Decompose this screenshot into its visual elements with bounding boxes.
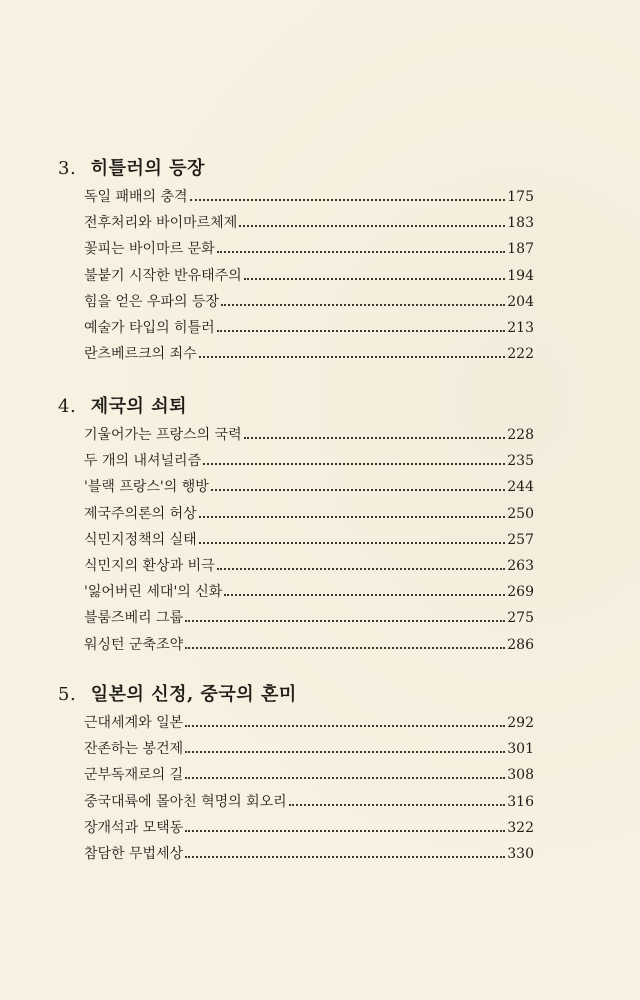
toc-entry[interactable] bbox=[84, 815, 534, 841]
entry-page-number: 301 bbox=[507, 741, 534, 758]
entry-label: 힘을 얻은 우파의 등장 bbox=[84, 293, 220, 310]
toc-entry[interactable] bbox=[84, 762, 534, 788]
toc-entry[interactable] bbox=[84, 579, 534, 605]
entry-label: 중국대륙에 몰아친 혁명의 회오리 bbox=[84, 793, 287, 810]
toc-entry[interactable] bbox=[84, 736, 534, 762]
entry-page-number: 257 bbox=[507, 531, 534, 548]
toc-entry[interactable] bbox=[84, 341, 534, 367]
entry-page-number: 228 bbox=[507, 427, 534, 443]
section-title bbox=[58, 392, 538, 422]
entry-label: 식민지정책의 실태 bbox=[84, 531, 197, 548]
section-number: 4. bbox=[58, 396, 77, 417]
entry-label: '블랙 프랑스'의 행방 bbox=[84, 479, 209, 496]
entry-page-number: 316 bbox=[507, 793, 534, 810]
dot-leader bbox=[185, 855, 505, 858]
entry-label: 꽃피는 바이마르 문화 bbox=[84, 241, 215, 258]
dot-leader bbox=[185, 619, 505, 622]
section-title-text: 일본의 신정, 중국의 혼미 bbox=[90, 684, 297, 705]
toc-entry[interactable] bbox=[84, 710, 534, 736]
dot-leader bbox=[190, 198, 506, 201]
entry-page-number: 187 bbox=[507, 241, 534, 258]
dot-leader bbox=[221, 303, 505, 306]
entry-page-number: 194 bbox=[507, 267, 534, 284]
entry-label: 란츠베르크의 죄수 bbox=[84, 346, 197, 363]
dot-leader bbox=[224, 593, 505, 596]
dot-leader bbox=[211, 488, 505, 491]
entry-label: 독일 패배의 충격 bbox=[84, 189, 188, 205]
entry-label: 제국주의론의 허상 bbox=[84, 505, 197, 522]
entry-page-number: 175 bbox=[507, 189, 534, 205]
toc-entry[interactable] bbox=[84, 448, 534, 474]
dot-leader bbox=[217, 250, 506, 253]
entry-page-number: 269 bbox=[507, 584, 534, 601]
dot-leader bbox=[185, 724, 505, 727]
dot-leader bbox=[185, 829, 505, 832]
toc-entry[interactable] bbox=[84, 841, 534, 867]
section-title bbox=[58, 154, 538, 184]
entry-page-number: 213 bbox=[507, 319, 534, 336]
dot-leader bbox=[289, 803, 506, 806]
toc-entry[interactable] bbox=[84, 315, 534, 341]
dot-leader bbox=[217, 567, 506, 570]
dot-leader bbox=[217, 329, 506, 332]
section-entries bbox=[84, 184, 538, 367]
toc-section-3 bbox=[58, 154, 538, 367]
entry-label: 워싱턴 군축조약 bbox=[84, 636, 184, 653]
toc-entry[interactable] bbox=[84, 184, 534, 210]
entry-label: 전후처리와 바이마르체제 bbox=[84, 215, 238, 232]
toc-entry[interactable] bbox=[84, 422, 534, 448]
entry-page-number: 286 bbox=[507, 636, 534, 653]
entry-page-number: 244 bbox=[507, 479, 534, 496]
dot-leader bbox=[185, 646, 505, 649]
dot-leader bbox=[203, 462, 505, 465]
dot-leader bbox=[199, 541, 506, 544]
entry-page-number: 235 bbox=[507, 453, 534, 470]
toc-entry[interactable] bbox=[84, 632, 534, 658]
entry-page-number: 330 bbox=[507, 845, 534, 862]
entry-page-number: 204 bbox=[507, 293, 534, 310]
section-title-text: 제국의 쇠퇴 bbox=[90, 396, 187, 417]
toc-entry[interactable] bbox=[84, 501, 534, 527]
entry-label: 블룸즈베리 그룹 bbox=[84, 610, 184, 627]
section-title-text: 히틀러의 등장 bbox=[90, 158, 205, 179]
toc-section-5 bbox=[58, 680, 538, 867]
entry-page-number: 263 bbox=[507, 557, 534, 574]
section-entries bbox=[84, 422, 538, 658]
entry-label: 근대세계와 일본 bbox=[84, 715, 184, 731]
entry-page-number: 322 bbox=[507, 819, 534, 836]
entry-label: 예술가 타입의 히틀러 bbox=[84, 319, 215, 336]
toc-entry[interactable] bbox=[84, 527, 534, 553]
entry-page-number: 183 bbox=[507, 215, 534, 232]
toc-entry[interactable] bbox=[84, 236, 534, 262]
entry-label: 식민지의 환상과 비극 bbox=[84, 557, 215, 574]
toc-entry[interactable] bbox=[84, 210, 534, 236]
dot-leader bbox=[239, 224, 505, 227]
entry-page-number: 275 bbox=[507, 610, 534, 627]
toc-entry[interactable] bbox=[84, 474, 534, 500]
dot-leader bbox=[185, 750, 505, 753]
toc-entry[interactable] bbox=[84, 289, 534, 315]
entry-label: 잔존하는 봉건제 bbox=[84, 741, 184, 758]
dot-leader bbox=[185, 776, 505, 779]
dot-leader bbox=[199, 515, 506, 518]
toc-entry[interactable] bbox=[84, 605, 534, 631]
entry-page-number: 222 bbox=[507, 346, 534, 363]
section-number: 5. bbox=[58, 684, 77, 705]
toc-section-4 bbox=[58, 392, 538, 658]
entry-label: 장개석과 모택동 bbox=[84, 819, 184, 836]
entry-page-number: 308 bbox=[507, 767, 534, 784]
entry-label: '잃어버린 세대'의 신화 bbox=[84, 584, 223, 601]
section-number: 3. bbox=[58, 158, 77, 179]
toc-entry[interactable] bbox=[84, 553, 534, 579]
dot-leader bbox=[244, 277, 506, 280]
toc-entry[interactable] bbox=[84, 789, 534, 815]
entry-label: 참담한 무법세상 bbox=[84, 845, 184, 862]
entry-page-number: 292 bbox=[507, 715, 534, 731]
section-title bbox=[58, 680, 538, 710]
entry-label: 불붙기 시작한 반유태주의 bbox=[84, 267, 242, 284]
dot-leader bbox=[199, 355, 506, 358]
section-entries bbox=[84, 710, 538, 867]
entry-label: 두 개의 내셔널리즘 bbox=[84, 453, 202, 470]
toc-entry[interactable] bbox=[84, 263, 534, 289]
entry-label: 군부독재로의 길 bbox=[84, 767, 184, 784]
entry-page-number: 250 bbox=[507, 505, 534, 522]
dot-leader bbox=[244, 436, 506, 439]
entry-label: 기울어가는 프랑스의 국력 bbox=[84, 427, 242, 443]
